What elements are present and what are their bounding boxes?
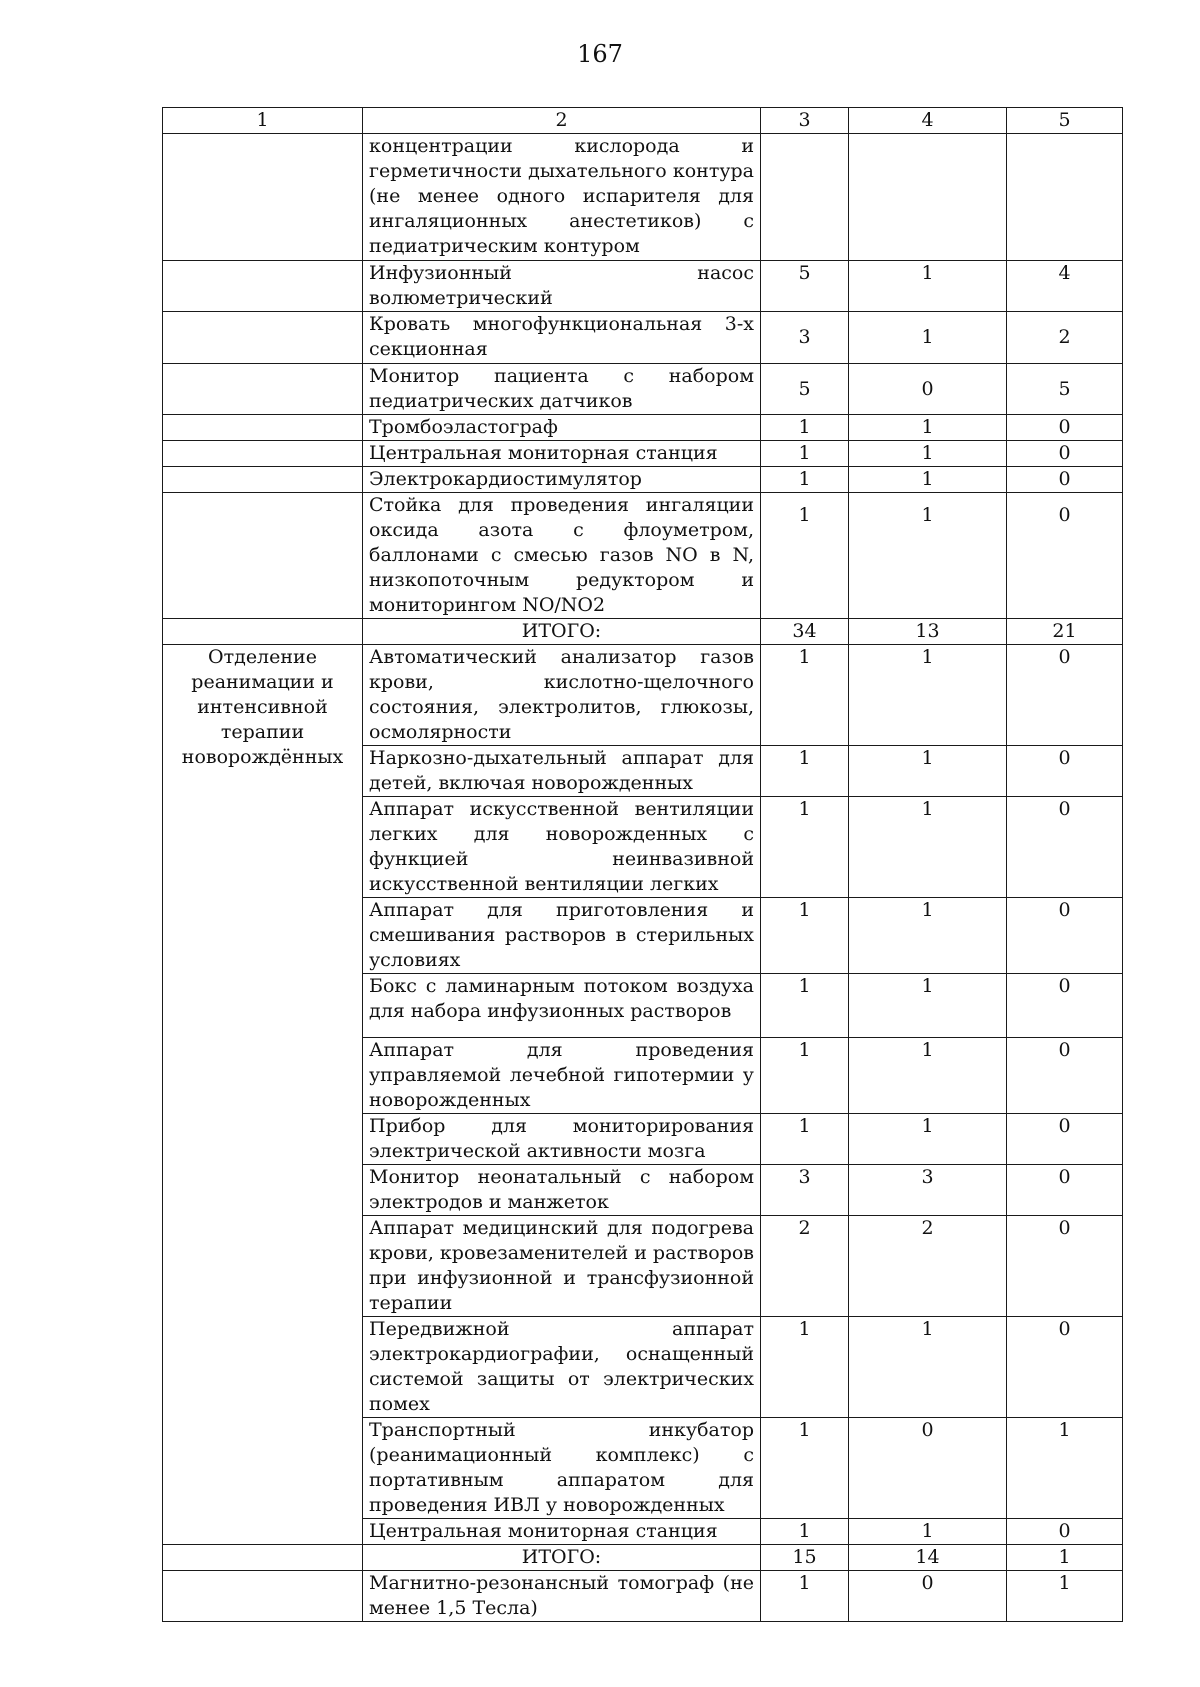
department-cell bbox=[163, 312, 363, 364]
qty-cell: 0 bbox=[1007, 493, 1123, 619]
qty-cell: 0 bbox=[1007, 974, 1123, 1038]
table-row bbox=[163, 493, 1123, 619]
qty-cell: 2 bbox=[1007, 312, 1123, 364]
qty-cell: 1 bbox=[849, 467, 1007, 493]
qty-cell: 5 bbox=[761, 364, 849, 415]
qty-cell: 1 bbox=[849, 312, 1007, 364]
qty-cell: 1 bbox=[761, 645, 849, 746]
equipment-name: Кровать многофункциональная 3-х секционная bbox=[363, 312, 761, 364]
total-qty: 1 bbox=[1007, 1545, 1123, 1571]
qty-cell: 0 bbox=[1007, 467, 1123, 493]
qty-cell: 1 bbox=[761, 1418, 849, 1519]
total-label: ИТОГО: bbox=[363, 619, 761, 645]
qty-cell: 1 bbox=[761, 797, 849, 898]
qty-cell: 1 bbox=[849, 1114, 1007, 1165]
table-row bbox=[163, 312, 1123, 364]
equipment-name: Автоматический анализатор газов крови, кислотно-щелочного состояния, электролитов, глюкозы, осмолярности bbox=[363, 645, 761, 746]
total-qty: 34 bbox=[761, 619, 849, 645]
qty-cell: 1 bbox=[849, 493, 1007, 619]
qty-cell: 0 bbox=[1007, 797, 1123, 898]
table-row bbox=[163, 364, 1123, 415]
table-row bbox=[163, 645, 1123, 746]
department-cell bbox=[163, 441, 363, 467]
equipment-name: концентрации кислорода и герметичности дыхательного контура (не менее одного испарителя для ингаляционных анестетиков) с педиатрическим контуром bbox=[363, 134, 761, 261]
equipment-name: Монитор пациента с набором педиатрических датчиков bbox=[363, 364, 761, 415]
qty-cell: 1 bbox=[849, 1519, 1007, 1545]
qty-cell: 0 bbox=[1007, 898, 1123, 974]
qty-cell: 0 bbox=[849, 364, 1007, 415]
qty-cell: 5 bbox=[1007, 364, 1123, 415]
qty-cell: 2 bbox=[849, 1216, 1007, 1317]
department-cell bbox=[163, 261, 363, 312]
qty-cell: 0 bbox=[849, 1571, 1007, 1622]
qty-cell: 1 bbox=[849, 415, 1007, 441]
qty-cell: 1 bbox=[849, 645, 1007, 746]
department-cell bbox=[163, 415, 363, 441]
qty-cell: 0 bbox=[1007, 645, 1123, 746]
qty-cell: 1 bbox=[849, 441, 1007, 467]
qty-cell: 1 bbox=[849, 746, 1007, 797]
qty-cell: 1 bbox=[1007, 1571, 1123, 1622]
qty-cell: 1 bbox=[761, 493, 849, 619]
equipment-name: Аппарат медицинский для подогрева крови, кровезаменителей и растворов при инфузионной и трансфузионной терапии bbox=[363, 1216, 761, 1317]
qty-cell bbox=[849, 134, 1007, 261]
qty-cell: 1 bbox=[849, 1038, 1007, 1114]
qty-cell: 1 bbox=[761, 746, 849, 797]
qty-cell: 1 bbox=[849, 898, 1007, 974]
qty-cell: 1 bbox=[761, 1114, 849, 1165]
qty-cell: 1 bbox=[761, 898, 849, 974]
qty-cell: 1 bbox=[849, 261, 1007, 312]
column-number: 5 bbox=[1007, 108, 1123, 134]
qty-cell: 1 bbox=[761, 1038, 849, 1114]
qty-cell: 3 bbox=[761, 312, 849, 364]
equipment-name: Прибор для мониторирования электрической активности мозга bbox=[363, 1114, 761, 1165]
column-number: 3 bbox=[761, 108, 849, 134]
department-cell bbox=[163, 134, 363, 261]
total-qty: 15 bbox=[761, 1545, 849, 1571]
qty-cell: 5 bbox=[761, 261, 849, 312]
equipment-name: Центральная мониторная станция bbox=[363, 1519, 761, 1545]
qty-cell: 0 bbox=[1007, 1038, 1123, 1114]
qty-cell: 1 bbox=[761, 1519, 849, 1545]
qty-cell: 4 bbox=[1007, 261, 1123, 312]
qty-cell: 1 bbox=[1007, 1418, 1123, 1519]
department-cell bbox=[163, 364, 363, 415]
qty-cell: 0 bbox=[1007, 1165, 1123, 1216]
qty-cell: 0 bbox=[1007, 1519, 1123, 1545]
table-row bbox=[163, 467, 1123, 493]
qty-cell: 1 bbox=[761, 467, 849, 493]
qty-cell: 1 bbox=[761, 1317, 849, 1418]
column-number: 4 bbox=[849, 108, 1007, 134]
equipment-name: Тромбоэластограф bbox=[363, 415, 761, 441]
equipment-name: Магнитно-резонансный томограф (не менее 1,5 Тесла) bbox=[363, 1571, 761, 1622]
table-row bbox=[163, 415, 1123, 441]
department-cell bbox=[163, 1571, 363, 1622]
table-row bbox=[163, 134, 1123, 261]
qty-cell: 1 bbox=[761, 415, 849, 441]
column-number: 2 bbox=[363, 108, 761, 134]
equipment-name: Транспортный инкубатор (реанимационный комплекс) с портативным аппаратом для проведения ИВЛ у новорожденных bbox=[363, 1418, 761, 1519]
qty-cell: 0 bbox=[849, 1418, 1007, 1519]
equipment-table bbox=[162, 107, 1123, 1622]
qty-cell: 3 bbox=[761, 1165, 849, 1216]
qty-cell: 2 bbox=[761, 1216, 849, 1317]
qty-cell: 0 bbox=[1007, 1114, 1123, 1165]
equipment-name: Монитор неонатальный с набором электродов и манжеток bbox=[363, 1165, 761, 1216]
equipment-name: Аппарат для приготовления и смешивания растворов в стерильных условиях bbox=[363, 898, 761, 974]
total-row bbox=[163, 1545, 1123, 1571]
qty-cell: 1 bbox=[761, 441, 849, 467]
equipment-name: Аппарат для проведения управляемой лечебной гипотермии у новорожденных bbox=[363, 1038, 761, 1114]
qty-cell bbox=[761, 134, 849, 261]
table-row bbox=[163, 261, 1123, 312]
qty-cell: 1 bbox=[761, 1571, 849, 1622]
qty-cell: 0 bbox=[1007, 415, 1123, 441]
page-number: 167 bbox=[577, 40, 623, 68]
department-cell bbox=[163, 1545, 363, 1571]
equipment-name: Передвижной аппарат электрокардиографии, оснащенный системой защиты от электрических помех bbox=[363, 1317, 761, 1418]
department-cell bbox=[163, 467, 363, 493]
equipment-name: Центральная мониторная станция bbox=[363, 441, 761, 467]
equipment-name: Бокс с ламинарным потоком воздуха для набора инфузионных растворов bbox=[363, 974, 761, 1038]
equipment-name: Стойка для проведения ингаляции оксида азота с флоуметром, баллонами с смесью газов NO в N, низкопоточным редуктором и мониторингом NO/NO2 bbox=[363, 493, 761, 619]
department-cell bbox=[163, 493, 363, 619]
qty-cell: 1 bbox=[849, 974, 1007, 1038]
equipment-name: Инфузионный насос волюметрический bbox=[363, 261, 761, 312]
table-row bbox=[163, 1571, 1123, 1622]
equipment-name: Наркозно-дыхательный аппарат для детей, включая новорожденных bbox=[363, 746, 761, 797]
equipment-name: Аппарат искусственной вентиляции легких для новорожденных с функцией неинвазивной искусственной вентиляции легких bbox=[363, 797, 761, 898]
qty-cell: 0 bbox=[1007, 1317, 1123, 1418]
qty-cell: 1 bbox=[849, 797, 1007, 898]
column-number-row bbox=[163, 108, 1123, 134]
total-row bbox=[163, 619, 1123, 645]
total-qty: 13 bbox=[849, 619, 1007, 645]
qty-cell: 1 bbox=[761, 974, 849, 1038]
qty-cell: 0 bbox=[1007, 746, 1123, 797]
qty-cell: 3 bbox=[849, 1165, 1007, 1216]
department-cell bbox=[163, 619, 363, 645]
total-qty: 21 bbox=[1007, 619, 1123, 645]
equipment-name: Электрокардиостимулятор bbox=[363, 467, 761, 493]
total-label: ИТОГО: bbox=[363, 1545, 761, 1571]
qty-cell: 0 bbox=[1007, 441, 1123, 467]
qty-cell: 1 bbox=[849, 1317, 1007, 1418]
qty-cell bbox=[1007, 134, 1123, 261]
qty-cell: 0 bbox=[1007, 1216, 1123, 1317]
total-qty: 14 bbox=[849, 1545, 1007, 1571]
column-number: 1 bbox=[163, 108, 363, 134]
table-row bbox=[163, 441, 1123, 467]
department-name: Отделение реанимации и интенсивной терапии новорождённых bbox=[163, 645, 363, 1545]
